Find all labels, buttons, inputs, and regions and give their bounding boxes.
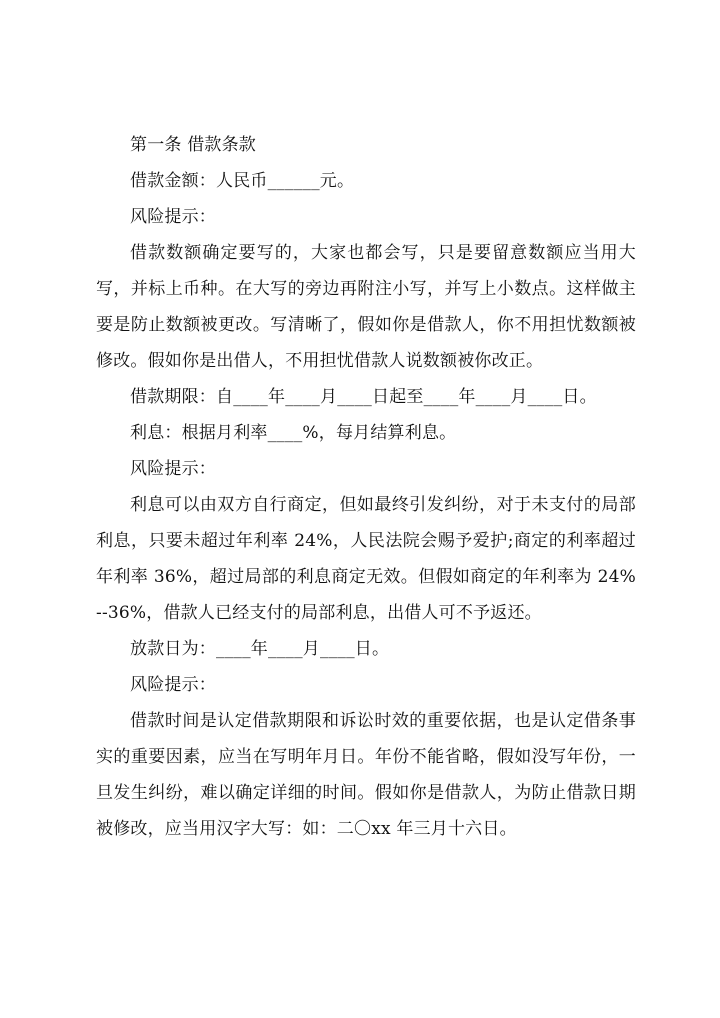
- loan-amount-clause: 借款金额：人民币______元。: [130, 171, 355, 191]
- article-heading: 第一条 借款条款: [130, 135, 257, 155]
- interest-risk-text: 利息可以由双方自行商定，但如最终引发纠纷，对于未支付的局部利息，只要未超过年利率 24%，人民法院会赐予爱护;商定的利率超过年利率 36%，超过局部的利息商定无效。但假如商定的年利率为 24%--36%，借款人已经支付的局部利息，出借人可不予返还。: [96, 495, 636, 623]
- interest-clause: 利息：根据月利率____%，每月结算利息。: [130, 423, 457, 443]
- document-body: [96, 127, 636, 847]
- risk-note-heading: 风险提示：: [130, 207, 216, 227]
- risk-note-heading: 风险提示：: [130, 675, 216, 695]
- disbursement-date-clause: 放款日为：____年____月____日。: [130, 639, 390, 659]
- loan-date-risk-text: 借款时间是认定借款期限和诉讼时效的重要依据，也是认定借条事实的重要因素，应当在写明年月日。年份不能省略，假如没写年份，一旦发生纠纷，难以确定详细的时间。假如你是借款人，为防止借款日期被修改，应当用汉字大写：如：二〇xx 年三月十六日。: [96, 711, 636, 839]
- risk-note-heading: 风险提示：: [130, 459, 216, 479]
- loan-amount-risk-text: 借款数额确定要写的，大家也都会写，只是要留意数额应当用大写，并标上币种。在大写的旁边再附注小写，并写上小数点。这样做主要是防止数额被更改。写清晰了，假如你是借款人，你不用担忧数额被修改。假如你是出借人，不用担忧借款人说数额被你改正。: [96, 243, 636, 371]
- loan-term-clause: 借款期限：自____年____月____日起至____年____月____日。: [130, 387, 597, 407]
